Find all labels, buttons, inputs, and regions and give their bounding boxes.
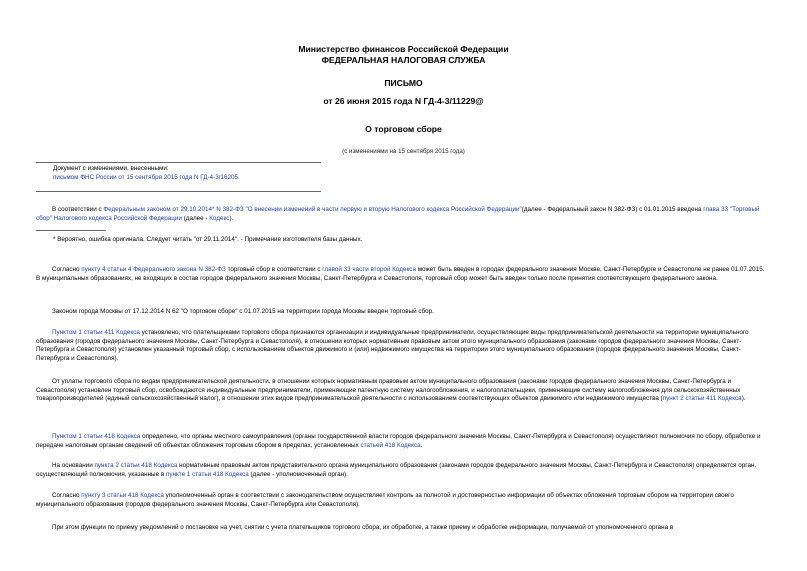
art-411-p2-link[interactable]: пункт 2 статьи 411 Кодекса (662, 395, 742, 403)
paragraph-4: Пунктом 1 статьи 411 Кодекса установлено, что плательщиками торгового сбора признаются организации и индивидуальные предприниматели, осуществляющие виды предпринимательской деятельности на территории муниципального образования (городов федерального значения Москвы, Санкт-Петербурга и Севастополя), в отношении которых нормативным правовым актом этого муниципального образования (законами городов федерального значения Москвы, Санкт-Петербурга и Севастополя) установлен указанный торговый сбор, с использованием объектов движимого и (или) недвижимого имущества на территории этого муниципального образования (городов федерального значения Москвы, Санкт-Петербурга и Севастополя). (36, 329, 749, 363)
changes-box (53, 165, 353, 182)
doc-date: от 26 июня 2015 года N ГД-4-3/11229@ (323, 96, 484, 106)
art-411-p1-link[interactable]: Пунктом 1 статьи 411 Кодекса (52, 329, 140, 336)
art-418-p2-link[interactable]: пункта 2 статьи 418 Кодекса (94, 462, 178, 469)
paragraph-5: От уплаты торгового сбора по видам предпринимательской деятельности, в отношении которых нормативным правовым актом муниципального образования (законами городов федерального значения Москвы, Санкт-Петербурга и Севастополя) установлен торговый сбор, освобождаются индивидуальные предприниматели, применяющие патентную систему налогообложения, и налогоплательщики, применяющие систему налогообложения для сельскохозяйственных товаропроизводителей (единый сельскохозяйственный налог), в отношении этих видов предпринимательской деятельности с использованием соответствующих объектов движимого или недвижимого имущества (пункт 2 статьи 411 Кодекса). (36, 378, 746, 403)
art-418-p3-link[interactable]: пункту 3 статьи 418 Кодекса (81, 492, 164, 499)
chapter-33-link[interactable]: главa 33 "Торговый сбор" Налогового кодекса Российской Федерации (36, 206, 760, 222)
art-418-link[interactable]: статьей 418 Кодекса (360, 441, 421, 449)
changes-note: (с изменениями на 15 сентября 2015 года) (342, 148, 465, 155)
divider (36, 162, 321, 163)
changes-intro: Документ с изменениями, внесенными: (53, 165, 169, 172)
paragraph-9: При этом функции по приему уведомлений о постановке на учет, снятии с учета плательщиков торгового сбора, их обработке, а также приему и обработке информации, получаемой от уполномоченного органа в (52, 524, 674, 531)
doc-subject: О торговом сборе (365, 124, 442, 134)
divider (36, 191, 321, 192)
paragraph-6: Пунктом 1 статьи 418 Кодекса определено, что органы местного самоуправления (органы государственной власти городов федерального значения Москвы, Санкт-Петербурга и Севастополя) осуществляют полномочия по сбору, обработке и передаче налоговым органам сведений об объектах обложения торговым сбором в пределах, установленных статьей 418 Кодекса. (36, 433, 761, 449)
chapter-33-part2-link[interactable]: главой 33 части второй Кодекса (322, 266, 416, 273)
service-title: ФЕДЕРАЛЬНАЯ НАЛОГОВАЯ СЛУЖБА (321, 55, 486, 65)
art-418-p1-ref-link[interactable]: пункте 1 статьи 418 Кодекса (165, 470, 249, 478)
paragraph-3: Законом города Москвы от 17.12.2014 N 62 "О торговом сборе" с 01.07.2015 на территории города Москвы введен торговый сбор. (52, 308, 434, 315)
doc-type: ПИСЬМО (384, 78, 423, 88)
paragraph-2: Согласно пункту 4 статьи 4 Федерального закона N 382-ФЗ торговый сбор в соответствии с главой 33 части второй Кодекса может быть введен в городах федерального значения Москве, Санкт-Петербурге и Севастополе не ранее 01.07.2015. В муниципальных образованиях, не входящих в состав городов федерального значения Москвы, Санкт-Петербурга и Севастополя, торговый сбор может быть введен только после принятия соответствующего федерального закона. (36, 266, 765, 282)
art-418-p1-link[interactable]: Пунктом 1 статьи 418 Кодекса (52, 433, 141, 440)
law-382-link[interactable]: Федеральным законом от 29.10.2014* N 382-ФЗ "О внесении изменений в части первую и вторую Налогового кодекса Российской Федерации" (103, 206, 522, 213)
footnote-divider (36, 230, 106, 231)
changes-link[interactable]: письмом ФНС России от 15 сентября 2015 года N ГД-4-3/16205. (53, 173, 240, 181)
ministry-title: Министерство финансов Российской Федерации (298, 44, 509, 54)
paragraph-7: На основании пункта 2 статьи 418 Кодекса нормативным правовым актом представительного органа муниципального образования (законами городов федерального значения Москвы, Санкт-Петербурга и Севастополя) определяется орган, осуществляющий полномочия, указанные в пункте 1 статьи 418 Кодекса (далее - уполномоченный орган). (36, 462, 757, 478)
law-382-p4-link[interactable]: пункту 4 статьи 4 Федерального закона N 382-ФЗ (81, 266, 226, 273)
paragraph-8: Согласно пункту 3 статьи 418 Кодекса уполномоченный орган в соответствии с законодательством осуществляет контроль за полнотой и достоверностью информации об объектах обложения торговым сбором на территории своего муниципального образования (городов федерального значения Москвы, Санкт-Петербурга или Севастополя). (36, 492, 734, 508)
footnote: * Вероятно, ошибка оригинала. Следует читать "от 29.11.2014". - Примечание изготовителя базы данных. (53, 236, 363, 243)
paragraph-1: В соответствии с Федеральным законом от 29.10.2014* N 382-ФЗ "О внесении изменений в части первую и вторую Налогового кодекса Российской Федерации"(далее - Федеральный закон N 382-ФЗ) с 01.01.2015 введена главa 33 "Торговый сбор" Налогового кодекса Российской Федерации (далее - Кодекс). (36, 206, 760, 222)
code-link[interactable]: Кодекс (209, 214, 230, 222)
